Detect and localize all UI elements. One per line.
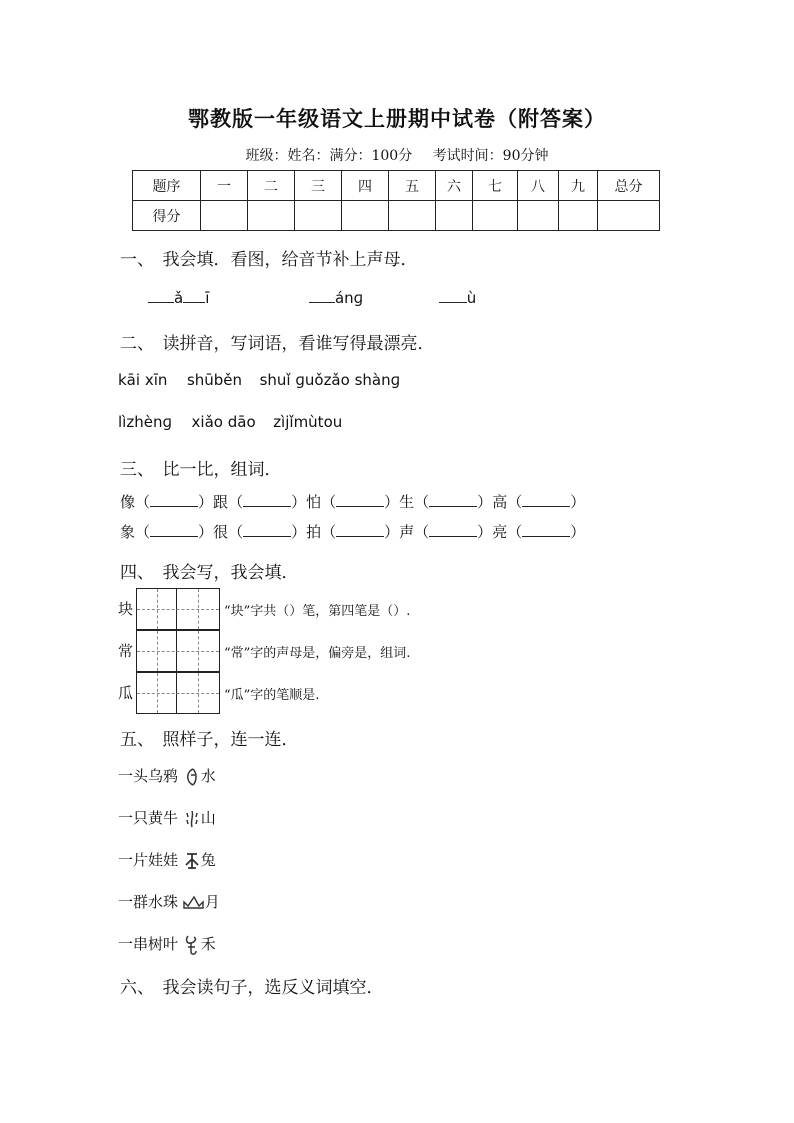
- exam-info: [0, 145, 794, 165]
- answer-blank[interactable]: [336, 522, 384, 537]
- q5-row: [118, 849, 216, 871]
- table-header-cell: 一: [201, 171, 248, 201]
- writing-grid[interactable]: [136, 672, 220, 714]
- exam-time-label: 考试时间：90分钟: [432, 148, 549, 164]
- bracket-open: （: [321, 523, 337, 541]
- q1-syllable: ánɡ: [334, 289, 364, 307]
- answer-blank[interactable]: [150, 492, 198, 507]
- answer-blank[interactable]: [150, 522, 198, 537]
- q3-heading: 三、 比一比，组词．: [120, 460, 282, 480]
- score-cell[interactable]: [389, 201, 436, 231]
- bracket-open: （: [414, 493, 430, 511]
- q4-question: “瓜”字的笔顺是.: [224, 688, 320, 703]
- q5-heading: 五、 照样子，连一连．: [120, 730, 299, 750]
- q5-left-phrase: 一只黄牛: [118, 809, 179, 827]
- q5-row: [118, 933, 216, 956]
- bracket-close: ）: [198, 493, 214, 511]
- table-header-cell: 九: [559, 171, 598, 201]
- score-cell[interactable]: [518, 201, 559, 231]
- score-table-score-row: [133, 201, 660, 231]
- table-header-cell: 八: [518, 171, 559, 201]
- pinyin-word: zìjǐmùtou: [273, 413, 343, 431]
- q3-char: 亮: [492, 523, 508, 541]
- grid-guide: [137, 693, 219, 694]
- q5-right-char: 禾: [200, 935, 216, 953]
- bracket-close: ）: [477, 493, 493, 511]
- bracket-open: （: [321, 493, 337, 511]
- q5-row: [118, 807, 216, 829]
- answer-blank[interactable]: [522, 492, 570, 507]
- table-header-cell: 七: [473, 171, 518, 201]
- q3-char: 像: [120, 493, 136, 511]
- q3-char: 很: [213, 523, 229, 541]
- table-row-label: 得分: [133, 201, 201, 231]
- score-cell[interactable]: [295, 201, 342, 231]
- answer-blank[interactable]: [522, 522, 570, 537]
- table-header-cell: 六: [436, 171, 473, 201]
- bracket-close: ）: [384, 493, 400, 511]
- writing-grid[interactable]: [136, 630, 220, 672]
- answer-blank[interactable]: [309, 288, 335, 303]
- bracket-close: ）: [291, 493, 307, 511]
- q5-left-phrase: 一片娃娃: [118, 851, 179, 869]
- q5-right-char: 月: [204, 893, 220, 911]
- q5-left-phrase: 一群水珠: [118, 893, 179, 911]
- score-cell[interactable]: [201, 201, 248, 231]
- score-cell[interactable]: [473, 201, 518, 231]
- score-cell[interactable]: [342, 201, 389, 231]
- q3-char: 怕: [306, 493, 322, 511]
- q5-left-phrase: 一头乌鸦: [118, 767, 179, 785]
- bracket-close: ）: [198, 523, 214, 541]
- q3-row-1: [120, 491, 585, 512]
- q4-char: 常: [118, 642, 134, 660]
- q4-char: 块: [118, 600, 134, 618]
- bracket-open: （: [228, 523, 244, 541]
- score-cell[interactable]: [248, 201, 295, 231]
- q5-right-char: 兔: [200, 851, 216, 869]
- ancient-moon-glyph-icon: [183, 767, 201, 787]
- answer-blank[interactable]: [148, 288, 174, 303]
- score-cell[interactable]: [598, 201, 660, 231]
- bracket-close: ）: [570, 493, 586, 511]
- q6-heading: 六、 我会读句子，选反义词填空．: [120, 978, 384, 998]
- answer-blank[interactable]: [429, 522, 477, 537]
- q1-syllable: ī: [205, 289, 210, 307]
- answer-blank[interactable]: [429, 492, 477, 507]
- table-header-cell: 二: [248, 171, 295, 201]
- q2-heading: 二、 读拼音，写词语，看谁写得最漂亮．: [120, 334, 435, 354]
- bracket-close: ）: [570, 523, 586, 541]
- table-header-cell: 题序: [133, 171, 201, 201]
- ancient-water-glyph-icon: [183, 809, 201, 829]
- writing-grid[interactable]: [136, 588, 220, 630]
- q4-question: “常”字的声母是，偏旁是，组词.: [224, 646, 411, 661]
- class-name-score-label: 班级：姓名：满分：100分: [245, 148, 413, 164]
- q2-pinyin-line-2: [118, 413, 342, 431]
- q3-char: 拍: [306, 523, 322, 541]
- bracket-open: （: [507, 493, 523, 511]
- q3-char: 跟: [213, 493, 229, 511]
- q5-right-char: 水: [200, 767, 216, 785]
- q5-left-phrase: 一串树叶: [118, 935, 179, 953]
- q5-row: [118, 891, 220, 913]
- q3-char: 高: [492, 493, 508, 511]
- bracket-open: （: [135, 523, 151, 541]
- ancient-rabbit-glyph-icon: [183, 934, 201, 956]
- table-header-cell: 四: [342, 171, 389, 201]
- pinyin-word: kāi xīn: [118, 371, 168, 389]
- bracket-open: （: [507, 523, 523, 541]
- q4-question: “块”字共（）笔，第四笔是（）.: [224, 604, 411, 619]
- score-table-header-row: [133, 171, 660, 201]
- ancient-mountain-glyph-icon: [183, 893, 205, 913]
- q3-row-2: [120, 521, 585, 542]
- score-table: [132, 170, 660, 231]
- grid-guide: [137, 609, 219, 610]
- grid-guide: [137, 651, 219, 652]
- q5-right-char: 山: [200, 809, 216, 827]
- bracket-open: （: [228, 493, 244, 511]
- pinyin-word: xiǎo dāo: [191, 413, 256, 431]
- q3-char: 声: [399, 523, 415, 541]
- q3-char: 象: [120, 523, 136, 541]
- q4-heading: 四、 我会写，我会填．: [120, 563, 299, 583]
- q1-heading: 一、 我会填．看图，给音节补上声母．: [120, 250, 418, 270]
- table-header-cell: 总分: [598, 171, 660, 201]
- q1-syllable: ù: [466, 289, 477, 307]
- answer-blank[interactable]: [336, 492, 384, 507]
- page-title: 鄂教版一年级语文上册期中试卷（附答案）: [188, 106, 606, 131]
- table-header-cell: 五: [389, 171, 436, 201]
- score-cell[interactable]: [436, 201, 473, 231]
- answer-blank[interactable]: [183, 288, 205, 303]
- q1-syllable: ǎ: [174, 289, 184, 307]
- bracket-open: （: [414, 523, 430, 541]
- answer-blank[interactable]: [439, 288, 467, 303]
- answer-blank[interactable]: [243, 492, 291, 507]
- bracket-close: ）: [291, 523, 307, 541]
- table-header-cell: 三: [295, 171, 342, 201]
- bracket-close: ）: [477, 523, 493, 541]
- q1-items: [148, 288, 476, 307]
- q5-row: [118, 765, 216, 787]
- ancient-grain-glyph-icon: [183, 851, 201, 871]
- pinyin-word: shūběn: [186, 371, 243, 389]
- bracket-open: （: [135, 493, 151, 511]
- answer-blank[interactable]: [243, 522, 291, 537]
- q2-pinyin-line-1: [118, 371, 400, 389]
- score-cell[interactable]: [559, 201, 598, 231]
- pinyin-word: shuǐ ɡuǒzǎo shànɡ: [259, 371, 401, 389]
- bracket-close: ）: [384, 523, 400, 541]
- q4-char: 瓜: [118, 684, 134, 702]
- pinyin-word: lìzhènɡ: [118, 413, 172, 431]
- q3-char: 生: [399, 493, 415, 511]
